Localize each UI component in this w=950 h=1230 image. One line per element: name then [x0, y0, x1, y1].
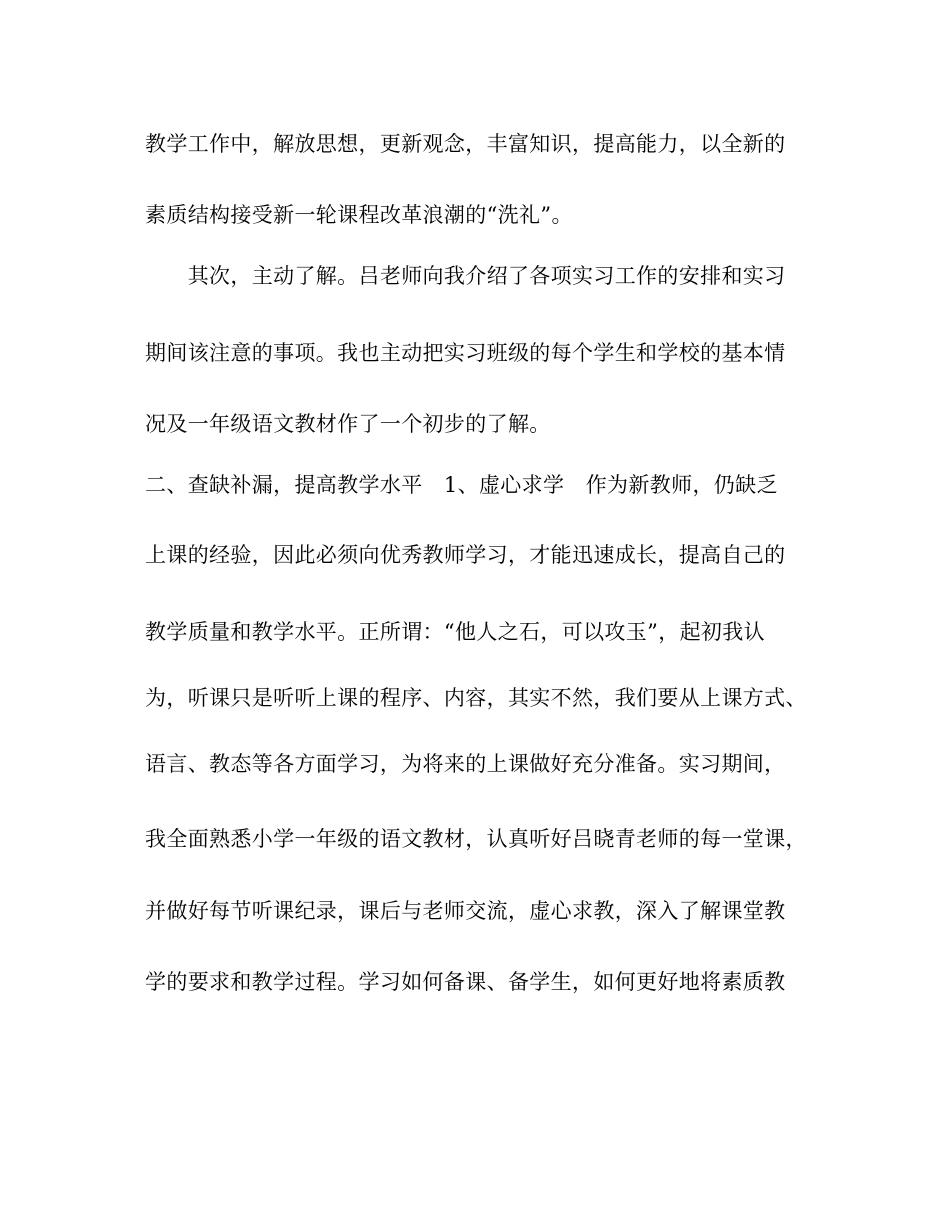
text-line: 学的要求和教学过程。学习如何备课、备学生，如何更好地将素质教 [145, 970, 786, 994]
text-line: 期间该注意的事项。我也主动把实习班级的每个学生和学校的基本情 [145, 341, 786, 365]
text-line: 为，听课只是听听上课的程序、内容，其实不然，我们要从上课方式、 [145, 686, 807, 710]
text-line: 二、查缺补漏，提高教学水平 1、虚心求学 作为新教师，仍缺乏 [145, 473, 778, 497]
text-line: 其次，主动了解。吕老师向我介绍了各项实习工作的安排和实习 [145, 264, 786, 288]
text-line: 况及一年级语文教材作了一个初步的了解。 [145, 412, 551, 436]
text-line: 我全面熟悉小学一年级的语文教材，认真听好吕晓青老师的每一堂课， [145, 827, 807, 851]
text-line: 教学工作中，解放思想，更新观念，丰富知识，提高能力，以全新的 [145, 132, 786, 156]
text-line: 教学质量和教学水平。正所谓：“他人之石，可以攻玉”，起初我认 [145, 620, 765, 644]
text-line: 并做好每节听课纪录，课后与老师交流，虚心求教，深入了解课堂教 [145, 899, 786, 923]
text-line: 语言、教态等各方面学习，为将来的上课做好充分准备。实习期间， [145, 752, 786, 776]
text-line: 上课的经验，因此必须向优秀教师学习，才能迅速成长，提高自己的 [145, 543, 786, 567]
text-line: 素质结构接受新一轮课程改革浪潮的“洗礼”。 [145, 203, 573, 227]
